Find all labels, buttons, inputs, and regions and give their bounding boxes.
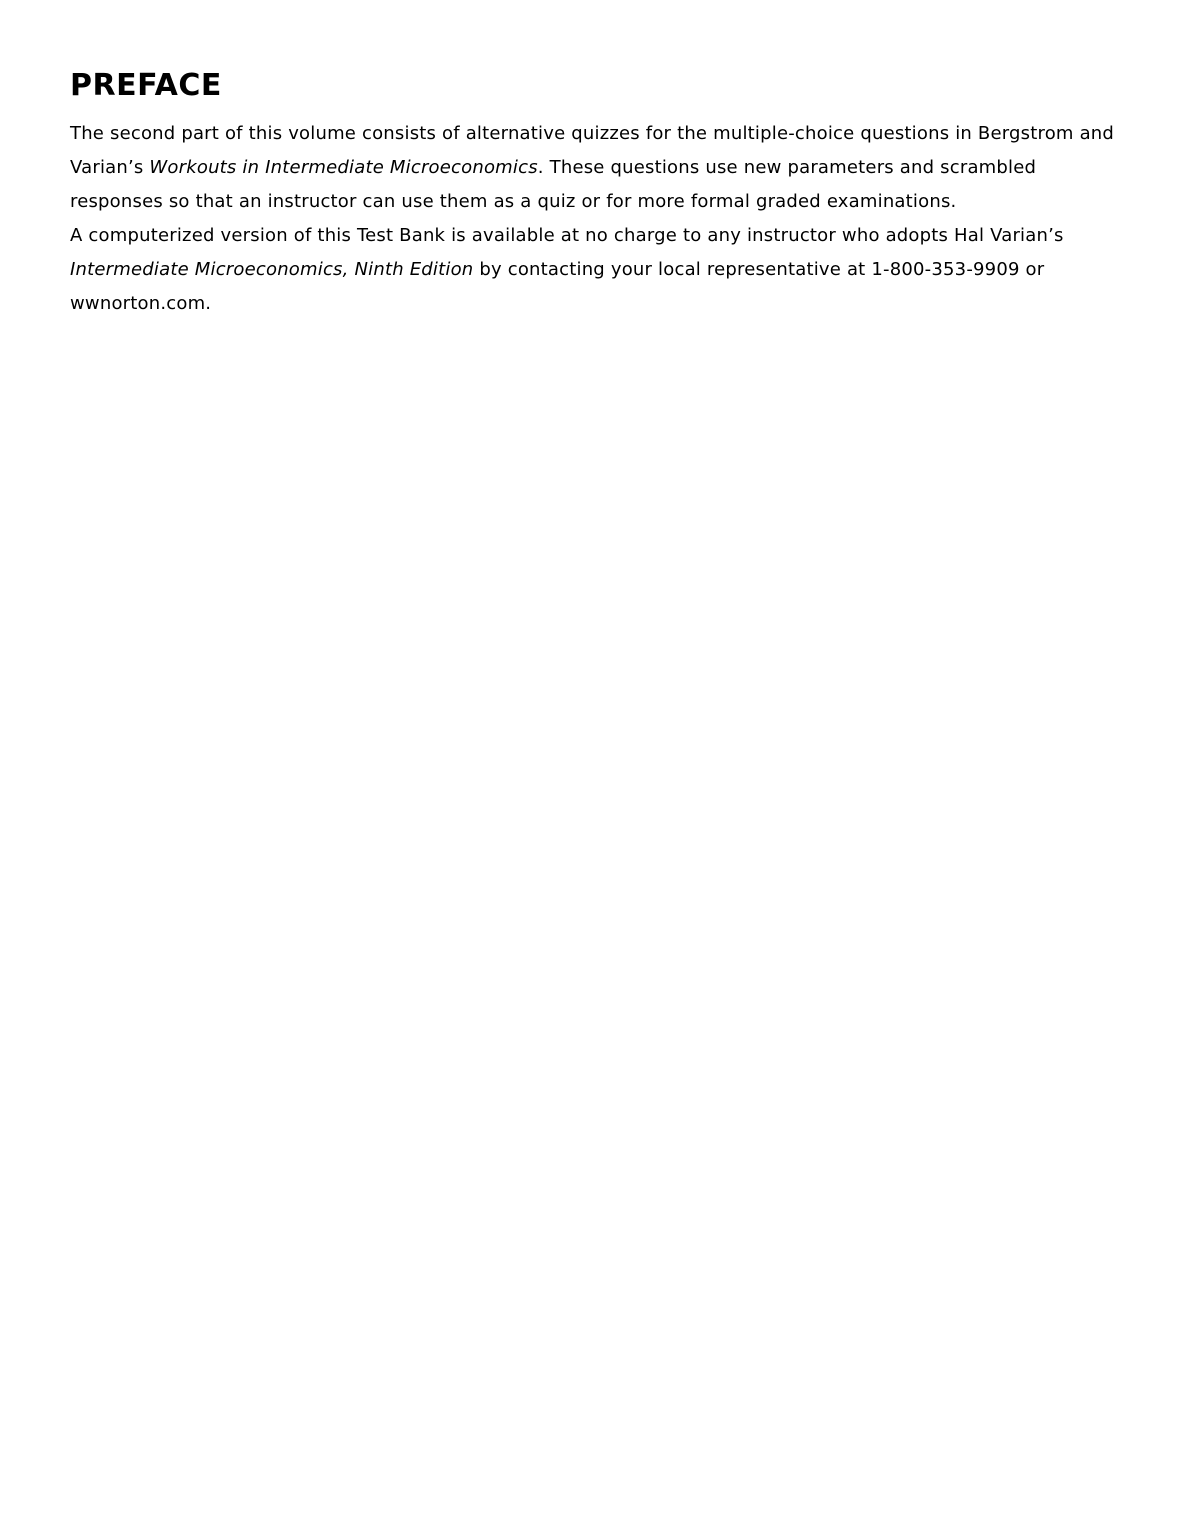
page-heading: PREFACE: [70, 68, 222, 103]
document-page: [70, 64, 1130, 321]
paragraph-2-text-end: by contacting your local representative at 1-800-353-9909 or wwnorton.com.: [70, 259, 1045, 314]
paragraph-2-text-start: A computerized version of this Test Bank is available at no charge to any instructor who adopts Hal Varian’s: [70, 225, 1064, 246]
preface-paragraph-1: [70, 117, 1130, 219]
paragraph-1-text-start: The second part of this volume consists of alternative quizzes for the multiple-choice questions in Bergstrom and Varian’s: [70, 123, 1115, 178]
paragraph-1-book-title: Workouts in Intermediate Microeconomics: [149, 157, 538, 178]
paragraph-1-text-end: . These questions use new parameters and scrambled responses so that an instructor can use them as a quiz or for more formal graded examinations.: [70, 157, 1037, 212]
preface-paragraph-2: [70, 219, 1130, 321]
paragraph-2-book-title: Intermediate Microeconomics, Ninth Edition: [70, 259, 474, 280]
